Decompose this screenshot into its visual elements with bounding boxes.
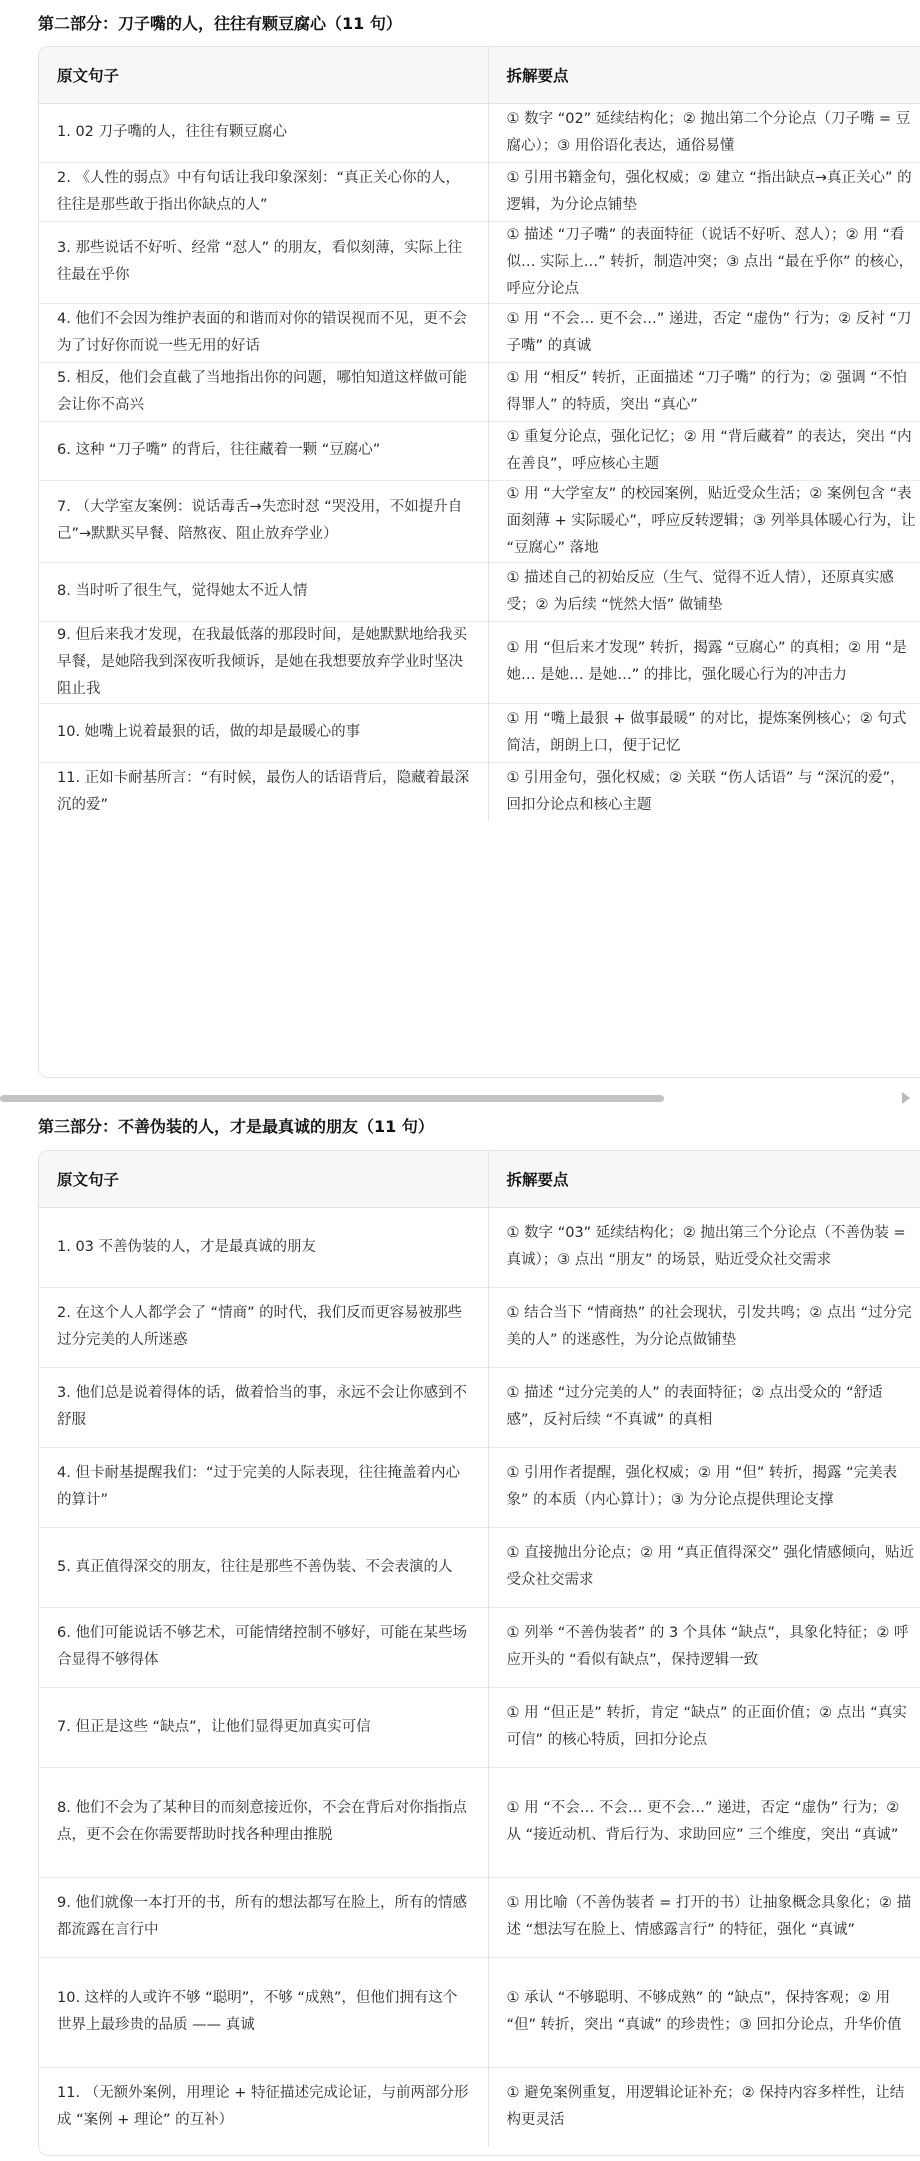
analysis-points: ① 用 “但后来才发现” 转折，揭露 “豆腐心” 的真相；② 用 “是她… 是她… 是她…” 的排比，强化暖心行为的冲击力 [488, 621, 920, 703]
table-row [39, 1877, 920, 1957]
original-sentence: 4. 他们不会因为维护表面的和谐而对你的错误视而不见，更不会为了讨好你而说一些无用的好话 [39, 303, 488, 362]
analysis-points: ① 描述自己的初始反应（生气、觉得不近人情），还原真实感受；② 为后续 “恍然大悟” 做铺垫 [488, 562, 920, 621]
table-row [39, 362, 920, 421]
analysis-points: ① 用 “不会… 不会… 更不会…” 递进，否定 “虚伪” 行为；② 从 “接近动机、背后行为、求助回应” 三个维度，突出 “真诚” [488, 1767, 920, 1877]
section-2-title: 第二部分：刀子嘴的人，往往有颗豆腐心（11 句） [38, 14, 402, 33]
original-sentence: 6. 他们可能说话不够艺术，可能情绪控制不够好，可能在某些场合显得不够得体 [39, 1607, 488, 1687]
table-row [39, 1447, 920, 1527]
analysis-points: ① 用比喻（不善伪装者 = 打开的书）让抽象概念具象化；② 描述 “想法写在脸上、情感露言行” 的特征，强化 “真诚” [488, 1877, 920, 1957]
original-sentence: 7. 但正是这些 “缺点”，让他们显得更加真实可信 [39, 1687, 488, 1767]
original-sentence: 10. 她嘴上说着最狠的话，做的却是最暖心的事 [39, 703, 488, 762]
original-sentence: 2. 《人性的弱点》中有句话让我印象深刻：“真正关心你的人，往往是那些敢于指出你缺点的人” [39, 162, 488, 221]
column-header-analysis: 拆解要点 [488, 1151, 920, 1207]
original-sentence: 11. 正如卡耐基所言：“有时候，最伤人的话语背后，隐藏着最深沉的爱” [57, 769, 470, 813]
table-row [39, 103, 920, 162]
original-sentence: 1. 02 刀子嘴的人，往往有颗豆腐心 [39, 103, 488, 162]
table-row [39, 1607, 920, 1687]
section-2-table [38, 46, 920, 1078]
original-sentence: 9. 他们就像一本打开的书，所有的想法都写在脸上，所有的情感都流露在言行中 [39, 1877, 488, 1957]
table-row [39, 421, 920, 480]
table-row [39, 162, 920, 221]
table-row [39, 1287, 920, 1367]
analysis-points: ① 描述 “过分完美的人” 的表面特征；② 点出受众的 “舒适感”，反衬后续 “不真诚” 的真相 [488, 1367, 920, 1447]
table-row [39, 303, 920, 362]
original-sentence: 1. 03 不善伪装的人，才是最真诚的朋友 [39, 1207, 488, 1287]
table-row [39, 221, 920, 303]
analysis-points: ① 用 “大学室友” 的校园案例，贴近受众生活；② 案例包含 “表面刻薄 + 实际暖心”，呼应反转逻辑；③ 列举具体暖心行为，让 “豆腐心” 落地 [488, 480, 920, 562]
horizontal-scrollbar[interactable] [0, 1091, 920, 1105]
original-sentence: 8. 当时听了很生气，觉得她太不近人情 [39, 562, 488, 621]
table-row [39, 762, 920, 821]
table-row [39, 480, 920, 562]
table-row [39, 562, 920, 621]
analysis-points: ① 直接抛出分论点；② 用 “真正值得深交” 强化情感倾向，贴近受众社交需求 [488, 1527, 920, 1607]
analysis-points: ① 数字 “02” 延续结构化；② 抛出第二个分论点（刀子嘴 = 豆腐心）；③ 用俗语化表达，通俗易懂 [488, 103, 920, 162]
original-sentence: 2. 在这个人人都学会了 “情商” 的时代，我们反而更容易被那些过分完美的人所迷惑 [39, 1287, 488, 1367]
table-row [39, 1957, 920, 2067]
analysis-points: ① 重复分论点，强化记忆；② 用 “背后藏着” 的表达，突出 “内在善良”，呼应核心主题 [488, 421, 920, 480]
column-header-original: 原文句子 [39, 47, 488, 103]
section-3-title: 第三部分：不善伪装的人，才是最真诚的朋友（11 句） [38, 1117, 434, 1136]
original-sentence: 3. 那些说话不好听、经常 “怼人” 的朋友，看似刻薄，实际上往往最在乎你 [39, 221, 488, 303]
analysis-points: ① 避免案例重复，用逻辑论证补充；② 保持内容多样性，让结构更灵活 [488, 2067, 920, 2147]
table-row [39, 2067, 920, 2147]
analysis-points: ① 列举 “不善伪装者” 的 3 个具体 “缺点”，具象化特征；② 呼应开头的 “看似有缺点”，保持逻辑一致 [488, 1607, 920, 1687]
column-header-analysis: 拆解要点 [488, 47, 920, 103]
table-row [39, 703, 920, 762]
table-row [39, 1687, 920, 1767]
analysis-points: ① 描述 “刀子嘴” 的表面特征（说话不好听、怼人）；② 用 “看似… 实际上…” 转折，制造冲突；③ 点出 “最在乎你” 的核心，呼应分论点 [488, 221, 920, 303]
analysis-points: ① 引用书籍金句，强化权威；② 建立 “指出缺点→真正关心” 的逻辑，为分论点铺垫 [488, 162, 920, 221]
original-sentence: 8. 他们不会为了某种目的而刻意接近你，不会在背后对你指指点点，更不会在你需要帮助时找各种理由推脱 [39, 1767, 488, 1877]
original-sentence: 10. 这样的人或许不够 “聪明”，不够 “成熟”，但他们拥有这个世界上最珍贵的品质 —— 真诚 [39, 1957, 488, 2067]
original-sentence: 7. （大学室友案例：说话毒舌→失恋时怼 “哭没用，不如提升自己”→默默买早餐、陪熬夜、阻止放弃学业） [39, 480, 488, 562]
section-3-table [38, 1150, 920, 2156]
analysis-points: ① 用 “嘴上最狠 + 做事最暖” 的对比，提炼案例核心；② 句式简洁，朗朗上口，便于记忆 [488, 703, 920, 762]
scrollbar-thumb[interactable] [0, 1095, 664, 1102]
analysis-points: ① 用 “但正是” 转折，肯定 “缺点” 的正面价值；② 点出 “真实可信” 的核心特质，回扣分论点 [488, 1687, 920, 1767]
scroll-right-arrow-icon[interactable] [902, 1092, 910, 1104]
analysis-points: ① 承认 “不够聪明、不够成熟” 的 “缺点”，保持客观；② 用 “但” 转折，突出 “真诚” 的珍贵性；③ 回扣分论点，升华价值 [488, 1957, 920, 2067]
original-sentence: 5. 真正值得深交的朋友，往往是那些不善伪装、不会表演的人 [39, 1527, 488, 1607]
original-sentence: 6. 这种 “刀子嘴” 的背后，往往藏着一颗 “豆腐心” [39, 421, 488, 480]
original-sentence: 9. 但后来我才发现，在我最低落的那段时间，是她默默地给我买早餐，是她陪我到深夜听我倾诉，是她在我想要放弃学业时坚决阻止我 [39, 621, 488, 703]
table-row [39, 1207, 920, 1287]
original-sentence: 3. 他们总是说着得体的话，做着恰当的事，永远不会让你感到不舒服 [39, 1367, 488, 1447]
analysis-points: ① 用 “不会… 更不会…” 递进，否定 “虚伪” 行为；② 反衬 “刀子嘴” 的真诚 [488, 303, 920, 362]
original-sentence: 11. （无额外案例，用理论 + 特征描述完成论证，与前两部分形成 “案例 + 理论” 的互补） [57, 2085, 469, 2129]
analysis-points: ① 数字 “03” 延续结构化；② 抛出第三个分论点（不善伪装 = 真诚）；③ 点出 “朋友” 的场景，贴近受众社交需求 [488, 1207, 920, 1287]
column-header-original: 原文句子 [39, 1151, 488, 1207]
original-sentence: 4. 但卡耐基提醒我们：“过于完美的人际表现，往往掩盖着内心的算计” [39, 1447, 488, 1527]
analysis-points: ① 结合当下 “情商热” 的社会现状，引发共鸣；② 点出 “过分完美的人” 的迷惑性，为分论点做铺垫 [488, 1287, 920, 1367]
table-row [39, 1527, 920, 1607]
analysis-points: ① 用 “相反” 转折，正面描述 “刀子嘴” 的行为；② 强调 “不怕得罪人” 的特质，突出 “真心” [488, 362, 920, 421]
analysis-points: ① 引用金句，强化权威；② 关联 “伤人话语” 与 “深沉的爱”，回扣分论点和核心主题 [488, 762, 920, 821]
table-row [39, 621, 920, 703]
original-sentence: 5. 相反，他们会直截了当地指出你的问题，哪怕知道这样做可能会让你不高兴 [39, 362, 488, 421]
analysis-points: ① 引用作者提醒，强化权威；② 用 “但” 转折，揭露 “完美表象” 的本质（内心算计）；③ 为分论点提供理论支撑 [488, 1447, 920, 1527]
table-row [39, 1767, 920, 1877]
table-header-row [39, 47, 920, 103]
table-header-row [39, 1151, 920, 1207]
table-row [39, 1367, 920, 1447]
